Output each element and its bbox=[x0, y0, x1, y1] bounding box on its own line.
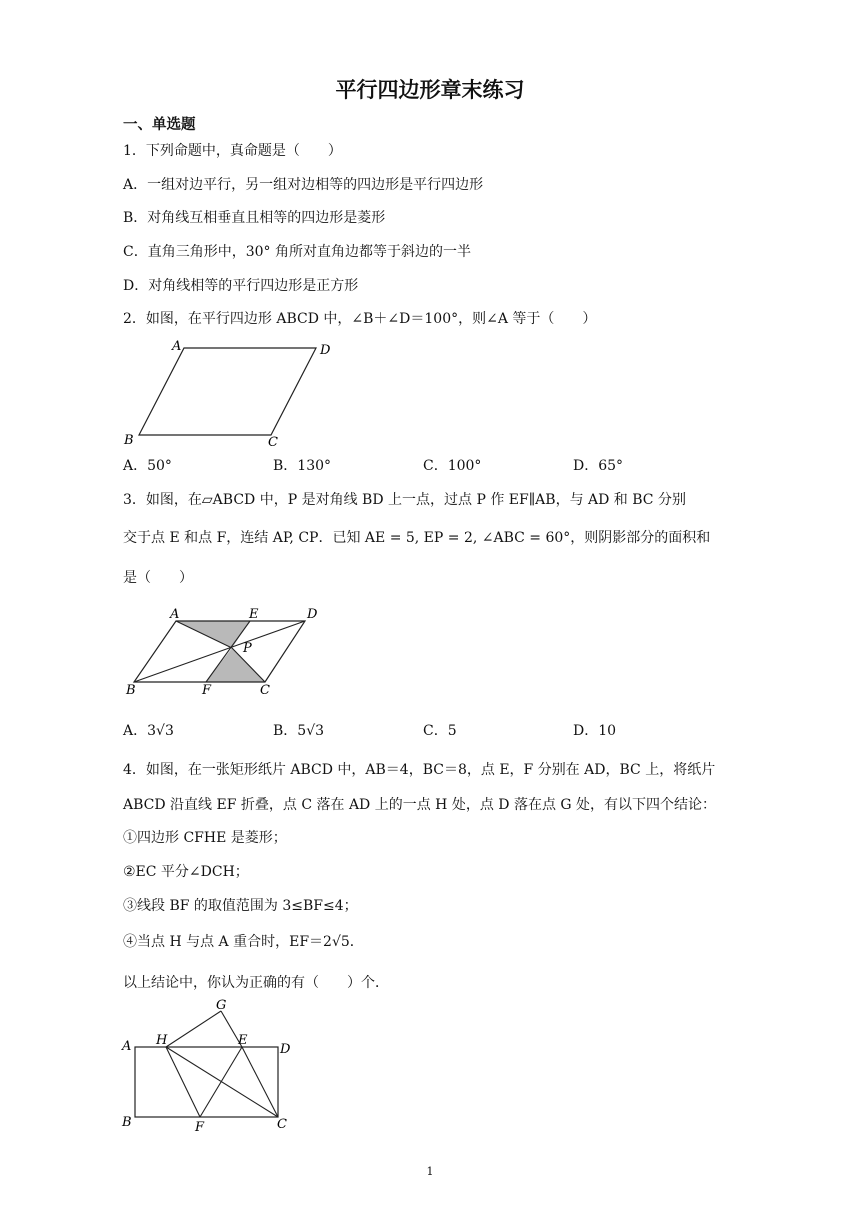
q3-option-d: D．10 bbox=[573, 723, 617, 739]
q1-option-d: D．对角线相等的平行四边形是正方形 bbox=[123, 278, 359, 294]
q2-option-c: C．100° bbox=[423, 458, 482, 474]
q3-line-3: 是（ ） bbox=[123, 570, 193, 586]
q3-parallelogram-figure bbox=[118, 600, 333, 700]
q2-parallelogram bbox=[139, 348, 316, 435]
q1-option-a: A．一组对边平行，另一组对边相等的四边形是平行四边形 bbox=[123, 177, 484, 193]
q3-label-p: P bbox=[243, 641, 252, 656]
q2-label-d: D bbox=[320, 343, 331, 358]
q4-conclusion-1: ①四边形 CFHE 是菱形； bbox=[123, 830, 287, 846]
q4-segment-hg bbox=[166, 1011, 221, 1047]
q2-label-b: B bbox=[124, 433, 134, 448]
q3-label-a: A bbox=[170, 607, 180, 622]
q4-conclusion-4: ④当点 H 与点 A 重合时，EF＝2√5． bbox=[123, 934, 364, 950]
q4-label-e: E bbox=[238, 1033, 248, 1048]
page-number: 1 bbox=[426, 1165, 434, 1178]
q4-rectangle-fold-figure bbox=[118, 995, 303, 1135]
q2-label-c: C bbox=[268, 435, 278, 450]
q1-option-c: C．直角三角形中，30° 角所对直角边都等于斜边的一半 bbox=[123, 244, 471, 260]
section-heading: 一、单选题 bbox=[123, 117, 196, 133]
q4-label-d: D bbox=[280, 1042, 291, 1057]
q4-segment-ec bbox=[242, 1047, 278, 1117]
q1-stem: 1．下列命题中，真命题是（ ） bbox=[123, 143, 342, 159]
q3-option-b: B．5√3 bbox=[273, 723, 325, 739]
q1-option-b: B．对角线互相垂直且相等的四边形是菱形 bbox=[123, 210, 386, 226]
q4-line-1: 4．如图，在一张矩形纸片 ABCD 中，AB＝4，BC＝8，点 E，F 分别在 AD，BC 上，将纸片 bbox=[123, 762, 716, 778]
q4-conclusion-3: ③线段 BF 的取值范围为 3≤BF≤4； bbox=[123, 898, 358, 914]
q4-label-b: B bbox=[122, 1115, 132, 1130]
q3-option-a: A．3√3 bbox=[123, 723, 174, 739]
q4-segment-ef bbox=[200, 1047, 242, 1117]
q4-label-g: G bbox=[216, 998, 227, 1013]
q4-label-c: C bbox=[277, 1117, 287, 1132]
q2-option-d: D．65° bbox=[573, 458, 624, 474]
q2-parallelogram-figure bbox=[118, 333, 348, 451]
q3-line-1: 3．如图，在▱ABCD 中，P 是对角线 BD 上一点，过点 P 作 EF∥AB，与 AD 和 BC 分别 bbox=[123, 492, 686, 508]
q3-label-d: D bbox=[307, 607, 318, 622]
q3-option-c: C．5 bbox=[423, 723, 457, 739]
q3-shaded-triangle-top bbox=[176, 621, 250, 648]
q2-stem: 2．如图，在平行四边形 ABCD 中，∠B＋∠D＝100°，则∠A 等于（ ） bbox=[123, 311, 597, 327]
q3-label-f: F bbox=[202, 683, 212, 698]
q3-label-c: C bbox=[260, 683, 270, 698]
q4-conclusion-2: ②EC 平分∠DCH； bbox=[123, 864, 249, 880]
page-title: 平行四边形章末练习 bbox=[335, 78, 525, 102]
q3-line-2: 交于点 E 和点 F，连结 AP, CP．已知 AE = 5, EP = 2, ∠ABC = 60°，则阴影部分的面积和 bbox=[123, 530, 711, 546]
q2-option-a: A．50° bbox=[123, 458, 172, 474]
q4-label-h: H bbox=[156, 1033, 168, 1048]
q4-question: 以上结论中，你认为正确的有（ ）个． bbox=[123, 975, 389, 991]
q2-label-a: A bbox=[172, 339, 182, 354]
q4-label-f: F bbox=[195, 1120, 205, 1135]
q2-option-b: B．130° bbox=[273, 458, 332, 474]
q3-label-b: B bbox=[126, 683, 136, 698]
q3-label-e: E bbox=[249, 607, 259, 622]
q4-label-a: A bbox=[122, 1039, 132, 1054]
q4-line-2: ABCD 沿直线 EF 折叠，点 C 落在 AD 上的一点 H 处，点 D 落在点 G 处，有以下四个结论： bbox=[123, 797, 717, 813]
